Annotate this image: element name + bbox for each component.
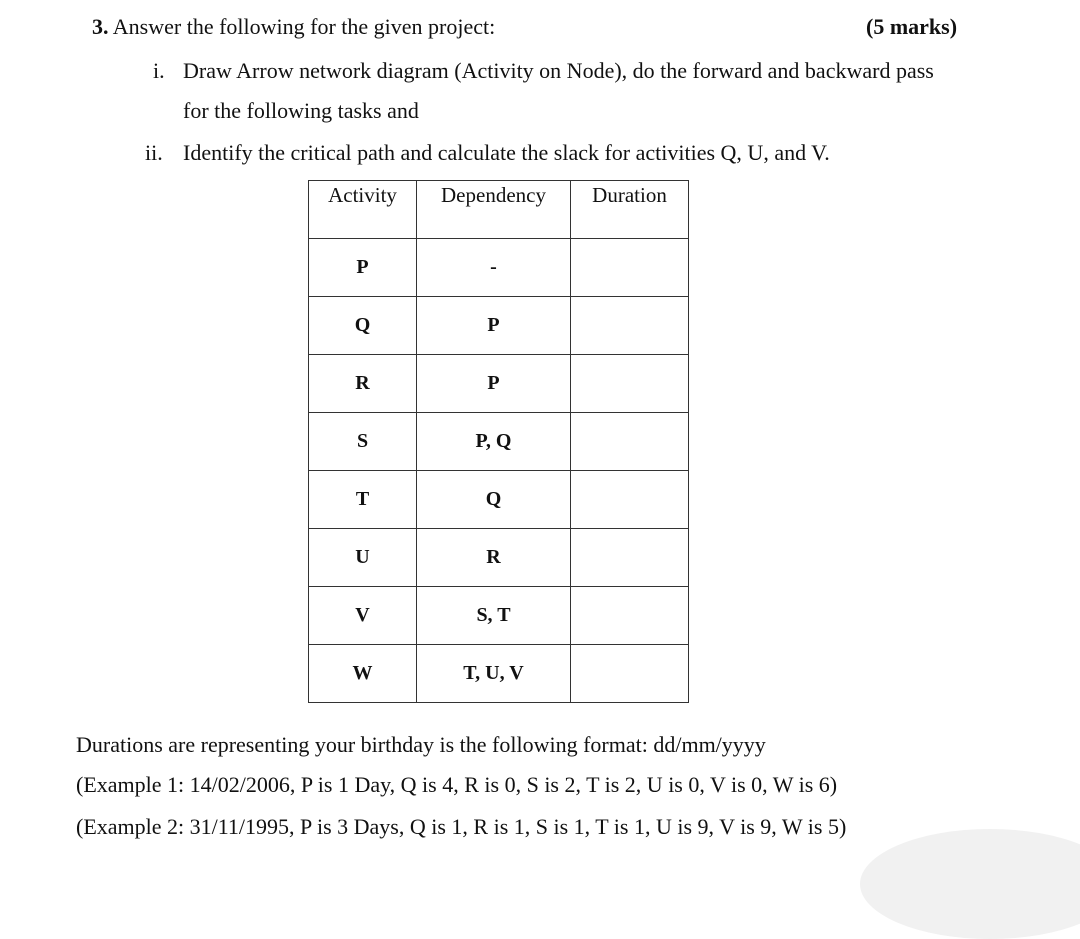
dependency-cell: Q xyxy=(417,471,571,529)
item-ii-number: ii. xyxy=(145,140,163,165)
duration-cell xyxy=(571,529,689,587)
duration-cell xyxy=(571,471,689,529)
activity-cell: Q xyxy=(309,297,417,355)
activity-cell: P xyxy=(309,239,417,297)
activity-cell: T xyxy=(309,471,417,529)
table-row xyxy=(309,645,689,703)
duration-cell xyxy=(571,355,689,413)
table-row xyxy=(309,355,689,413)
duration-cell xyxy=(571,413,689,471)
table-row xyxy=(309,297,689,355)
dependency-dash: - xyxy=(490,256,497,278)
example-1-note: (Example 1: 14/02/2006, P is 1 Day, Q is 4, R is 0, S is 2, T is 2, U is 0, V is 0, W is 6) xyxy=(76,772,838,797)
dependency-cell xyxy=(417,239,571,297)
duration-cell xyxy=(571,297,689,355)
header-dependency: Dependency xyxy=(417,181,571,210)
activity-cell: V xyxy=(309,587,417,645)
table-row xyxy=(309,471,689,529)
activity-cell: W xyxy=(309,645,417,703)
header-spacer xyxy=(417,209,571,239)
dependency-cell: R xyxy=(417,529,571,587)
question-number: 3. xyxy=(92,14,109,39)
activity-cell: S xyxy=(309,413,417,471)
activity-table xyxy=(308,180,689,703)
table-row xyxy=(309,239,689,297)
table-row xyxy=(309,587,689,645)
activity-cell: R xyxy=(309,355,417,413)
duration-note: Durations are representing your birthday is the following format: dd/mm/yyyy xyxy=(76,732,766,757)
corner-shadow xyxy=(860,829,1080,939)
dependency-cell: P xyxy=(417,355,571,413)
item-i-text: Draw Arrow network diagram (Activity on Node), do the forward and backward pass xyxy=(183,58,934,83)
table-row xyxy=(309,529,689,587)
dependency-cell: T, U, V xyxy=(417,645,571,703)
item-ii-text: Identify the critical path and calculate the slack for activities Q, U, and V. xyxy=(183,140,830,165)
activity-cell: U xyxy=(309,529,417,587)
question-title: Answer the following for the given project: xyxy=(112,14,496,39)
duration-cell xyxy=(571,645,689,703)
dependency-cell: S, T xyxy=(417,587,571,645)
item-i-continuation: for the following tasks and xyxy=(183,98,419,123)
question-heading xyxy=(92,14,495,40)
dependency-cell: P, Q xyxy=(417,413,571,471)
header-spacer xyxy=(571,209,689,239)
example-2-note: (Example 2: 31/11/1995, P is 3 Days, Q is 1, R is 1, S is 1, T is 1, U is 9, V is 9, W is 5) xyxy=(76,814,847,839)
header-duration: Duration xyxy=(571,181,689,210)
item-i-number: i. xyxy=(153,58,165,83)
dependency-cell: P xyxy=(417,297,571,355)
question-marks: (5 marks) xyxy=(866,14,958,39)
duration-cell xyxy=(571,239,689,297)
duration-cell xyxy=(571,587,689,645)
table-row xyxy=(309,413,689,471)
header-spacer xyxy=(309,209,417,239)
header-activity: Activity xyxy=(309,181,417,210)
